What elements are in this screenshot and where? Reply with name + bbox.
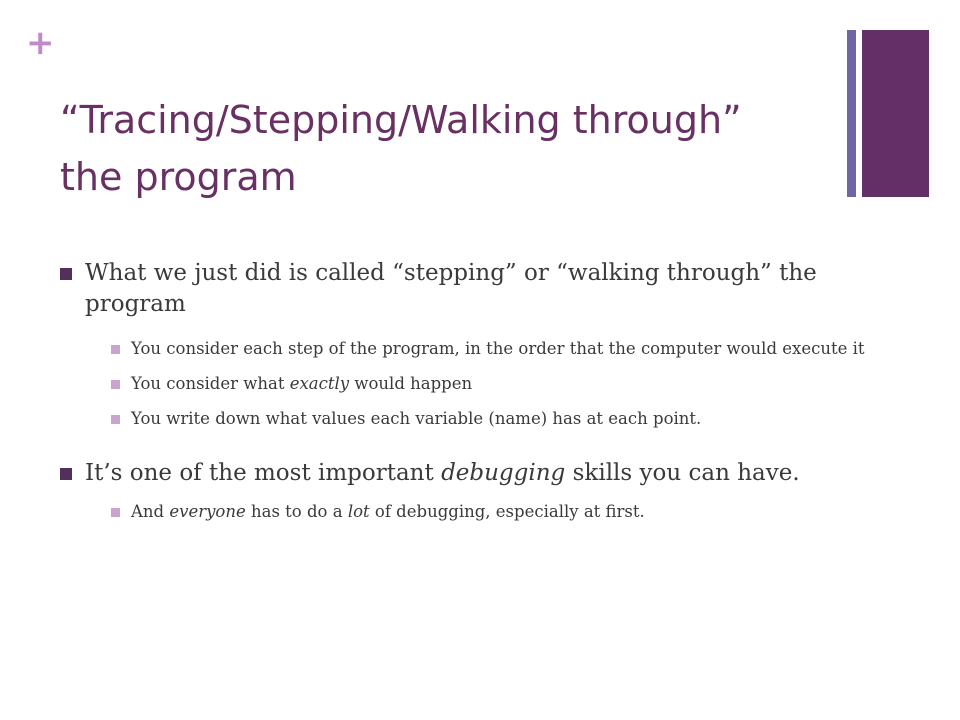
sub-bullet-1-3-text: You write down what values each variable (name) has at each point. bbox=[131, 409, 702, 428]
sub-bullet-1-2 bbox=[85, 373, 905, 395]
sub-bullet-square-icon bbox=[111, 380, 120, 389]
sub-bullet-2-1-emphasis-1: everyone bbox=[169, 502, 246, 521]
bullet-1-text: What we just did is called “stepping” or “walking through” the program bbox=[85, 260, 817, 317]
plus-icon: + bbox=[26, 23, 55, 63]
sub-bullet-2-1 bbox=[85, 501, 905, 523]
bullet-square-icon bbox=[60, 468, 72, 480]
decorative-bar-thin bbox=[847, 30, 856, 197]
bullet-2-pre: It’s one of the most important bbox=[85, 460, 442, 486]
bullet-2-emphasis: debugging bbox=[441, 460, 566, 486]
sub-bullet-2-1-pre: And bbox=[131, 502, 170, 521]
slide-body bbox=[60, 258, 905, 523]
sub-bullet-1-1-text: You consider each step of the program, in the order that the computer would execute it bbox=[131, 339, 865, 358]
sub-bullet-1-2-pre: You consider what bbox=[131, 374, 290, 393]
sub-bullet-2-1-mid: has to do a bbox=[245, 502, 348, 521]
bullet-2-post: skills you can have. bbox=[565, 460, 800, 486]
sub-bullet-1-3 bbox=[85, 408, 905, 430]
sub-bullet-2-1-emphasis-2: lot bbox=[347, 502, 370, 521]
bullet-1 bbox=[60, 258, 905, 430]
sub-bullet-square-icon bbox=[111, 508, 120, 517]
sub-bullet-square-icon bbox=[111, 345, 120, 354]
sub-bullet-1-2-post: would happen bbox=[349, 374, 473, 393]
sub-bullet-1-1 bbox=[85, 338, 905, 360]
sub-bullet-2-1-post: of debugging, especially at first. bbox=[369, 502, 645, 521]
bullet-2 bbox=[60, 458, 905, 523]
sub-bullet-square-icon bbox=[111, 415, 120, 424]
decorative-bar-wide bbox=[862, 30, 929, 197]
sub-bullet-1-2-emphasis: exactly bbox=[289, 374, 350, 393]
slide-title: “Tracing/Stepping/Walking through” the program bbox=[60, 98, 742, 199]
bullet-square-icon bbox=[60, 268, 72, 280]
